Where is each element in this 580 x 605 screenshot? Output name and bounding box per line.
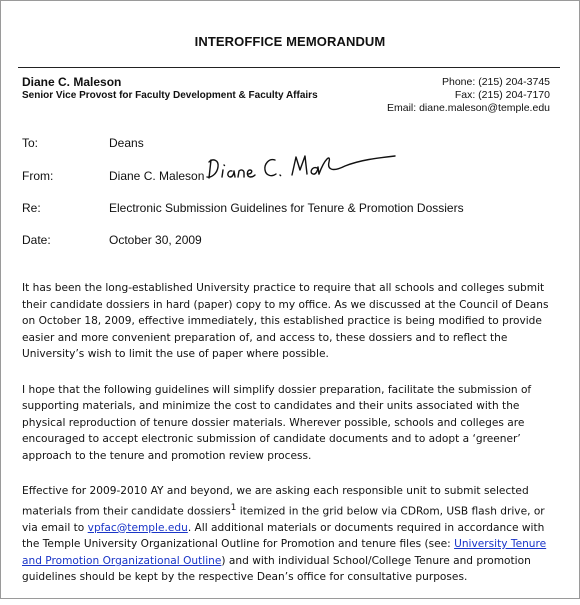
to-value: Deans bbox=[109, 136, 144, 150]
sender-block bbox=[22, 75, 318, 103]
date-value: October 30, 2009 bbox=[109, 233, 202, 247]
phone-line: Phone: (215) 204-3745 bbox=[442, 76, 550, 88]
paragraph-3-part-b: itemized in the grid below via CDRom, USB flash drive, or via email to bbox=[22, 505, 545, 534]
to-label: To: bbox=[22, 136, 39, 150]
date-row bbox=[0, 233, 580, 251]
sender-name: Diane C. Maleson bbox=[22, 75, 122, 89]
fax-line: Fax: (215) 204-7170 bbox=[454, 89, 550, 101]
from-label: From: bbox=[22, 169, 54, 183]
header-divider bbox=[18, 67, 560, 68]
paragraph-1: It has been the long-established University practice to require that all schools and colleges submit their candidate dossiers in hard (paper) copy to my office. As we discussed at the Council of Deans on October 18, 2009, effective immediately, this established practice is being modified to provide easier and more convenient preparation of, and access to, these dossiers and to reflect the University’s wish to limit the use of paper where possible. bbox=[22, 282, 549, 360]
paragraph-3-part-a: Effective for 2009-2010 AY and beyond, we are asking each responsible unit to submit selected materials from their candidate dossiers bbox=[22, 485, 529, 518]
sender-title: Senior Vice Provost for Faculty Development & Faculty Affairs bbox=[22, 90, 318, 101]
email-line: Email: diane.maleson@temple.edu bbox=[387, 102, 550, 114]
paragraph-3 bbox=[22, 483, 552, 586]
date-label: Date: bbox=[22, 233, 51, 247]
re-row bbox=[0, 201, 580, 219]
from-value: Diane C. Maleson bbox=[109, 169, 205, 183]
footnote-marker: 1 bbox=[230, 502, 237, 513]
vpfac-email-link[interactable]: vpfac@temple.edu bbox=[87, 521, 188, 534]
organizational-outline-link[interactable]: University Tenure and Promotion Organizational Outline bbox=[22, 538, 547, 567]
re-label: Re: bbox=[22, 201, 41, 215]
memo-title: INTEROFFICE MEMORANDUM bbox=[194, 34, 386, 49]
paragraph-2: I hope that the following guidelines will simplify dossier preparation, facilitate the submission of supporting materials, and minimize the cost to candidates and their units associated with the physical reproduction of tenure dossier materials. Wherever possible, schools and colleges are encouraged to accept electronic submission of candidate documents and to adopt a ‘greener’ approach to the tenure and promotion review process. bbox=[22, 383, 532, 462]
handwritten-signature bbox=[205, 148, 405, 186]
paragraph-3-part-d: ) and with individual School/College Tenure and promotion guidelines should be kept by the respective Dean’s office for consultative purposes. bbox=[22, 554, 531, 584]
re-value: Electronic Submission Guidelines for Tenure & Promotion Dossiers bbox=[109, 201, 464, 215]
paragraph-3-part-c: . All additional materials or documents required in accordance with the Temple University Organizational Outline for Promotion and tenure files (see: bbox=[22, 521, 545, 551]
contact-block bbox=[387, 76, 550, 115]
memo-body bbox=[22, 280, 552, 605]
